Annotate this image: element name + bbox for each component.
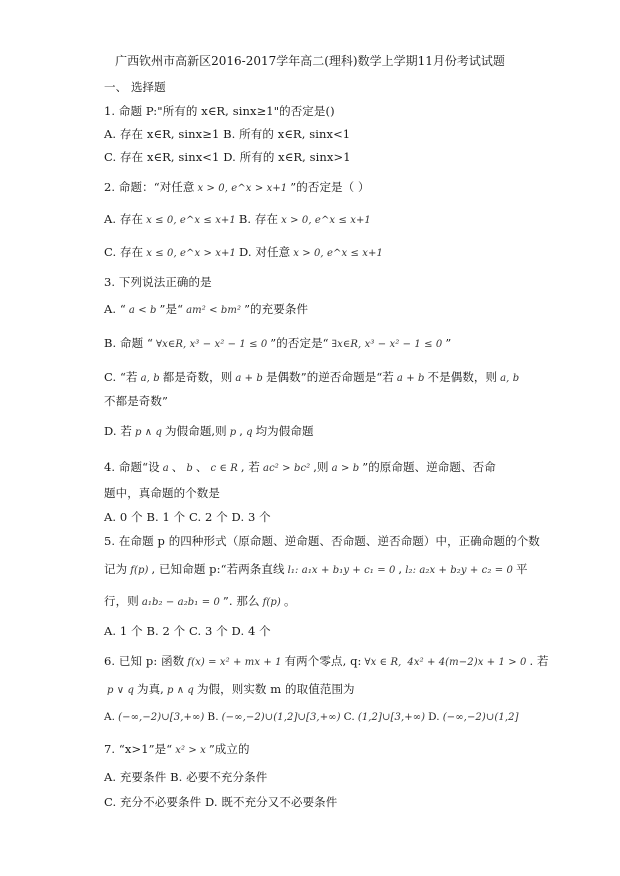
- q3-stem: 3. 下列说法正确的是: [104, 275, 212, 289]
- q2-stem: 2. 命题：“对任意 x > 0, e^x > x+1 ”的否定是（ ）: [104, 180, 370, 194]
- q5-stem: 5. 在命题 p 的四种形式（原命题、逆命题、否命题、逆否命题）中，正确命题的个数: [104, 534, 540, 548]
- q4-options: A. 0 个 B. 1 个 C. 2 个 D. 3 个: [104, 510, 271, 524]
- q5-stem-line3: 行，则 a₁b₂ − a₂b₁ = 0 ”. 那么 f(p) 。: [104, 594, 296, 608]
- q4-stem: 4. 命题“设 a 、 b 、 c ∈ R , 若 ac² > bc² ,则 a > b ”的原命题、逆命题、否命: [104, 460, 496, 474]
- q5-stem-line2: 记为 f(p) , 已知命题 p:“若两条直线 l₁: a₁x + b₁y + c₁ = 0 , l₂: a₂x + b₂y + c₂ = 0 平: [104, 562, 528, 576]
- q3-option-c-cont: 不都是奇数”: [104, 394, 168, 408]
- q4-stem-cont: 题中，真命题的个数是: [104, 486, 220, 500]
- q6-stem-line2: p ∨ q 为真, p ∧ q 为假，则实数 m 的取值范围为: [107, 682, 355, 696]
- q5-options: A. 1 个 B. 2 个 C. 3 个 D. 4 个: [104, 624, 271, 638]
- q7-options-ab: A. 充要条件 B. 必要不充分条件: [104, 770, 268, 784]
- q6-stem: 6. 已知 p: 函数 f(x) = x² + mx + 1 有两个零点, q: ∀x ∈ R, 4x² + 4(m−2)x + 1 > 0 . 若: [104, 654, 549, 668]
- section-heading: 一、 选择题: [104, 80, 166, 94]
- q2-option-d-formula: x > 0, e^x ≤ x+1: [293, 248, 383, 259]
- q2-option-b-formula: x > 0, e^x ≤ x+1: [281, 215, 371, 226]
- q7-stem: 7. “x>1”是“ x² > x ”成立的: [104, 742, 250, 756]
- q2-stem-formula: x > 0, e^x > x+1: [197, 183, 288, 194]
- q2-option-c-formula: x ≤ 0, e^x > x+1: [146, 248, 236, 259]
- q2-option-a-formula: x ≤ 0, e^x ≤ x+1: [146, 215, 236, 226]
- q1-stem: 1. 命题 P:"所有的 x∈R, sinx≥1"的否定是(): [104, 104, 335, 118]
- q1-options-ab: A. 存在 x∈R, sinx≥1 B. 所有的 x∈R, sinx<1: [104, 127, 351, 141]
- q2-options-cd: C. 存在 x ≤ 0, e^x > x+1 D. 对任意 x > 0, e^x ≤ x+1: [104, 243, 386, 263]
- q7-options-cd: C. 充分不必要条件 D. 既不充分又不必要条件: [104, 795, 338, 809]
- q1-options-cd: C. 存在 x∈R, sinx<1 D. 所有的 x∈R, sinx>1: [104, 150, 351, 164]
- q2-options-ab: A. 存在 x ≤ 0, e^x ≤ x+1 B. 存在 x > 0, e^x ≤ x+1: [104, 210, 374, 230]
- q3-option-c: C. “若 a, b 都是奇数，则 a + b 是偶数”的逆否命题是“若 a + b 不是偶数，则 a, b: [104, 370, 520, 384]
- q3-option-b: B. 命题 “ ∀x∈R, x³ − x² − 1 ≤ 0 ”的否定是“ ∃x∈R, x³ − x² − 1 ≤ 0 ”: [104, 336, 452, 350]
- q3-option-d: D. 若 p ∧ q 为假命题,则 p , q 均为假命题: [104, 424, 314, 438]
- q6-options: A. (−∞,−2)∪[3,+∞) B. (−∞,−2)∪(1,2]∪[3,+∞) C. (1,2]∪[3,+∞) D. (−∞,−2)∪(1,2]: [104, 711, 519, 723]
- document-title: 广西钦州市高新区2016-2017学年高二(理科)数学上学期11月份考试试题: [115, 54, 505, 68]
- q3-option-a: A. “ a < b ”是“ am² < bm² ”的充要条件: [104, 302, 309, 316]
